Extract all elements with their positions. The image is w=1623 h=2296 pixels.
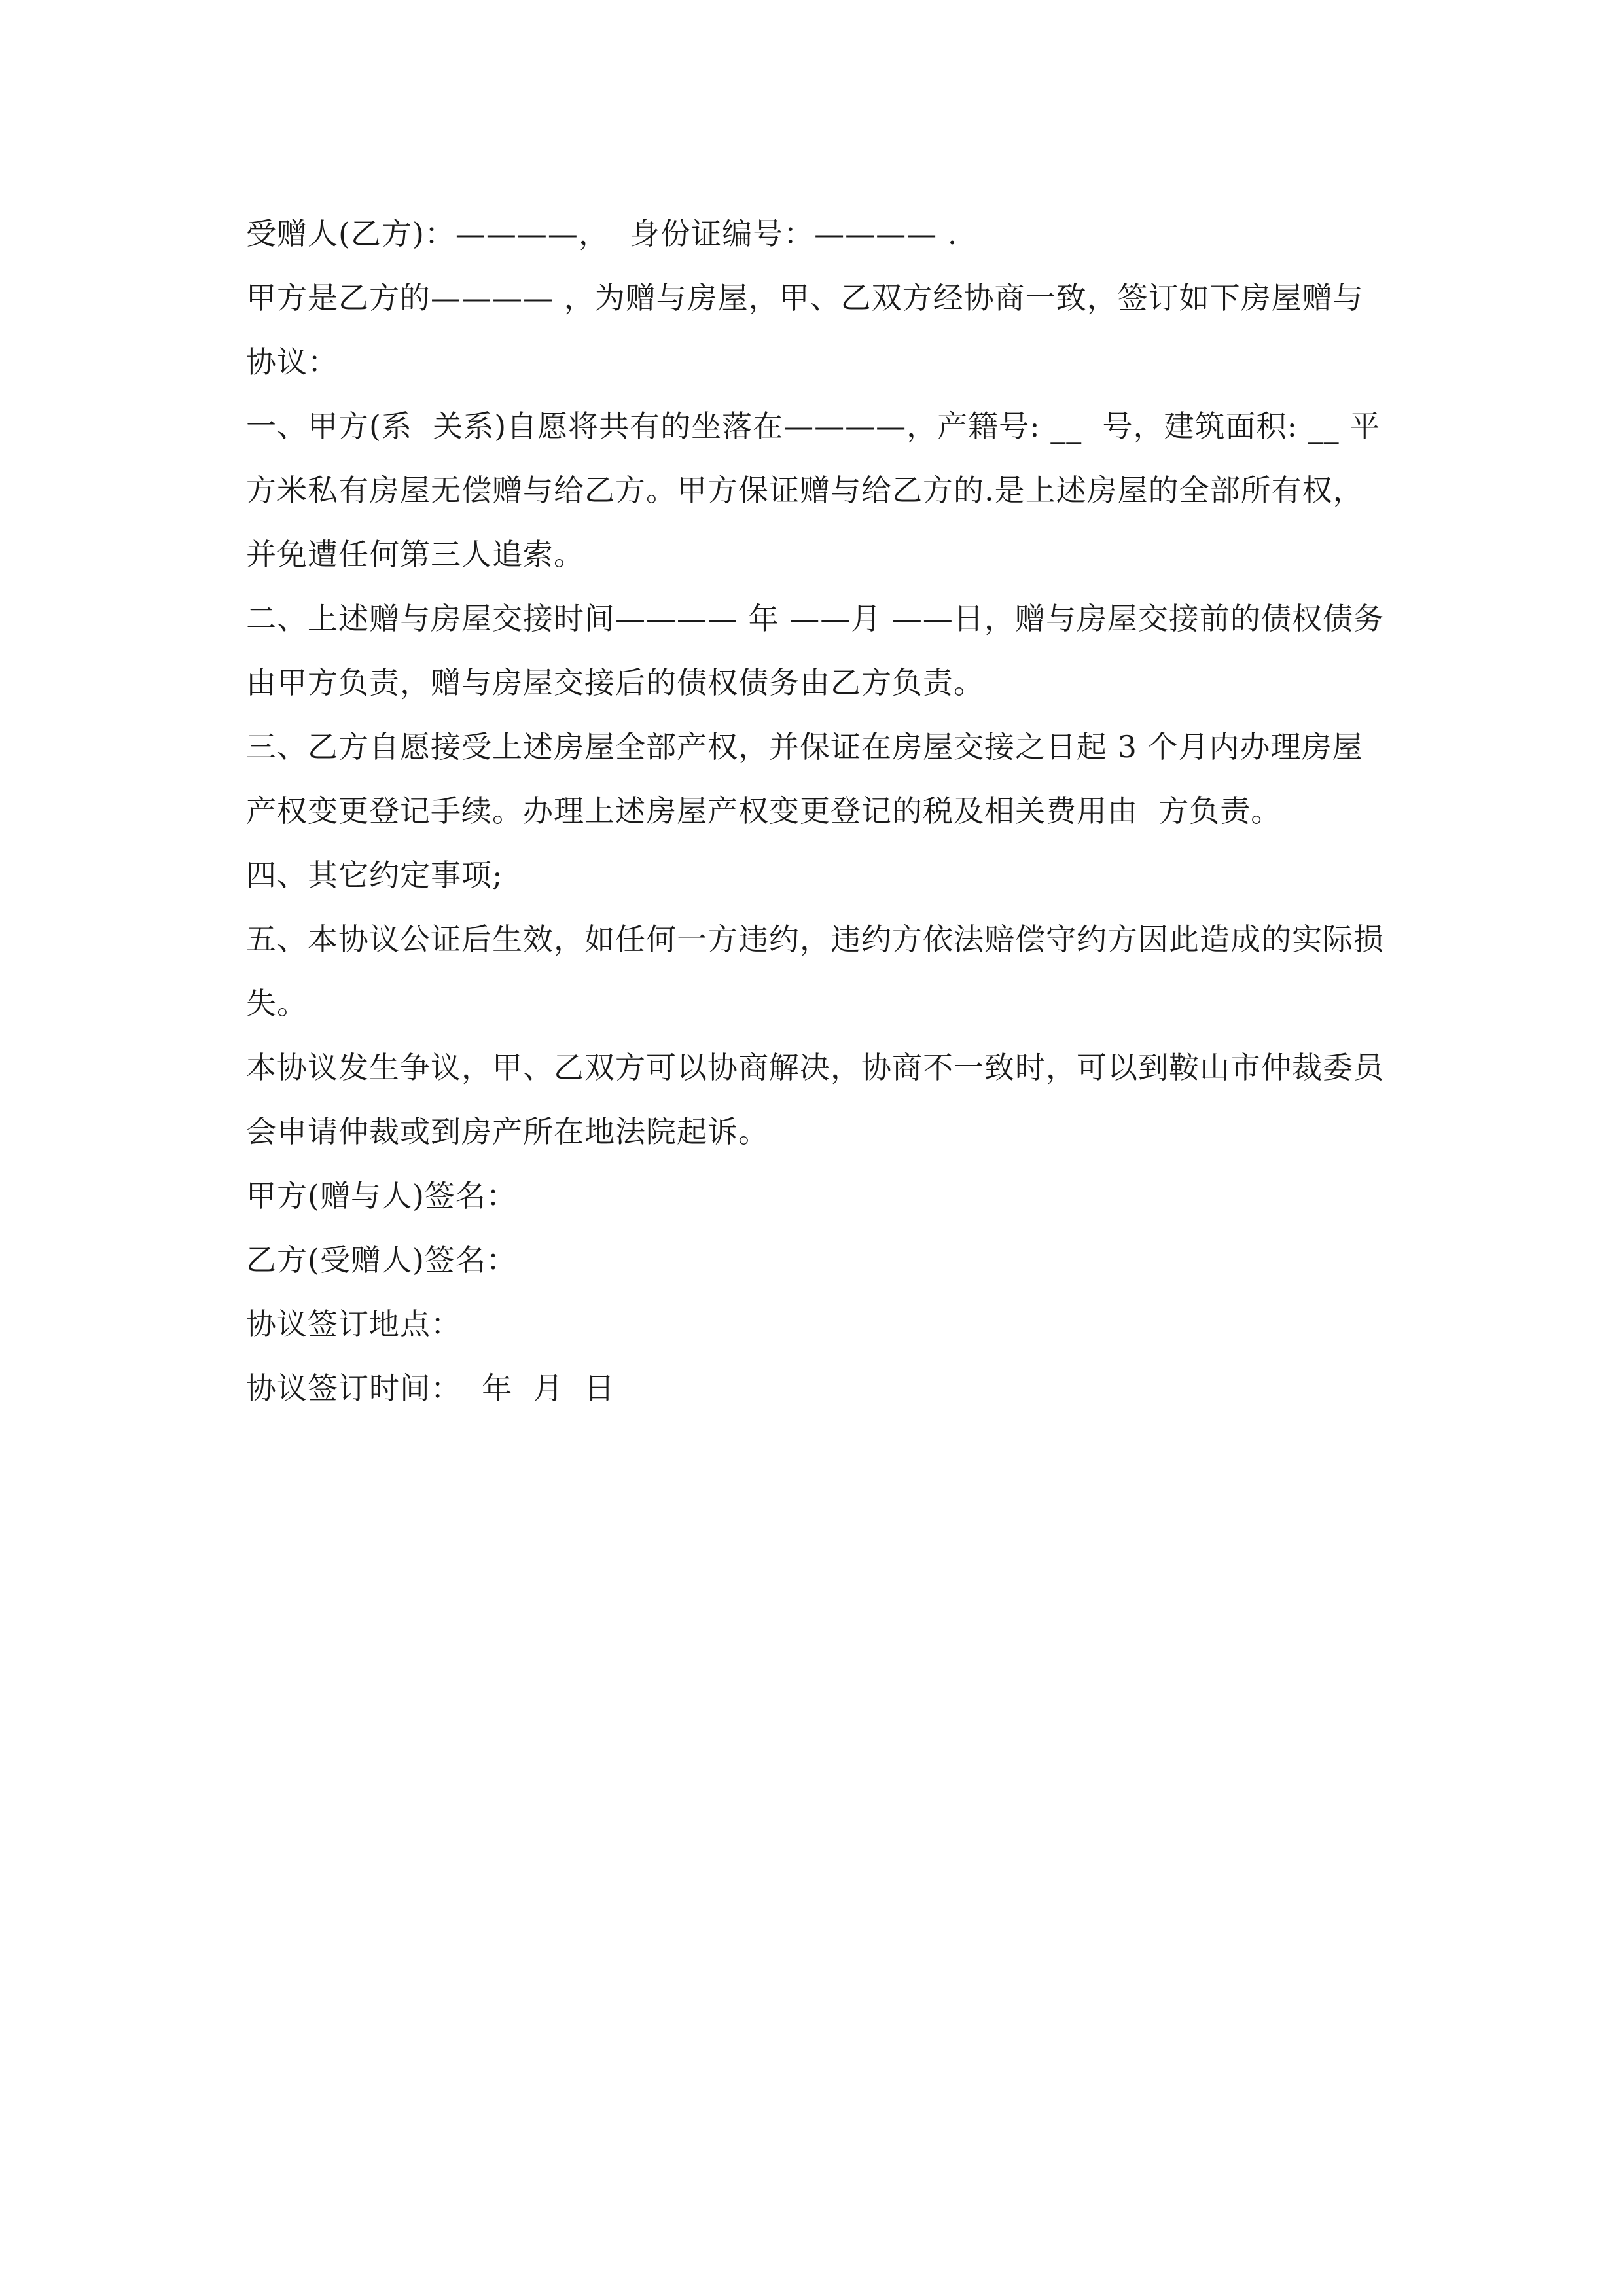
clause-2: 二、上述赠与房屋交接时间———— 年 ——月 ——日，赠与房屋交接前的债权债务由甲方负责，赠与房屋交接后的债权债务由乙方负责。 — [246, 601, 1384, 700]
document-body — [246, 202, 1385, 1420]
recipient-line: 受赠人(乙方)：————， 身份证编号：———— . — [246, 216, 958, 251]
clause-1: 一、甲方(系 关系)自愿将共有的坐落在————，产籍号: __ 号，建筑面积: __ 平方米私有房屋无偿赠与给乙方。甲方保证赠与给乙方的.是上述房屋的全部所有权，并免遭任何第三人追索。 — [246, 408, 1381, 572]
donor-signature-line: 甲方(赠与人)签名： — [246, 1178, 517, 1213]
dispute-clause: 本协议发生争议，甲、乙双方可以协商解决，协商不一致时，可以到鞍山市仲裁委员会申请仲裁或到房产所在地法院起诉。 — [246, 1050, 1384, 1149]
signing-location-line: 协议签订地点： — [246, 1306, 461, 1342]
recipient-signature-line: 乙方(受赠人)签名： — [246, 1242, 517, 1278]
clause-4: 四、其它约定事项; — [246, 857, 503, 893]
clause-3: 三、乙方自愿接受上述房屋全部产权，并保证在房屋交接之日起 3 个月内办理房屋产权变更登记手续。办理上述房屋产权变更登记的税及相关费用由 方负责。 — [246, 729, 1363, 829]
clause-5: 五、本协议公证后生效，如任何一方违约，违约方依法赔偿守约方因此造成的实际损失。 — [246, 922, 1384, 1021]
agreement-intro: 甲方是乙方的———— ，为赠与房屋，甲、乙双方经协商一致，签订如下房屋赠与协议： — [246, 280, 1364, 380]
signing-date-line: 协议签订时间： 年 月 日 — [246, 1371, 615, 1406]
